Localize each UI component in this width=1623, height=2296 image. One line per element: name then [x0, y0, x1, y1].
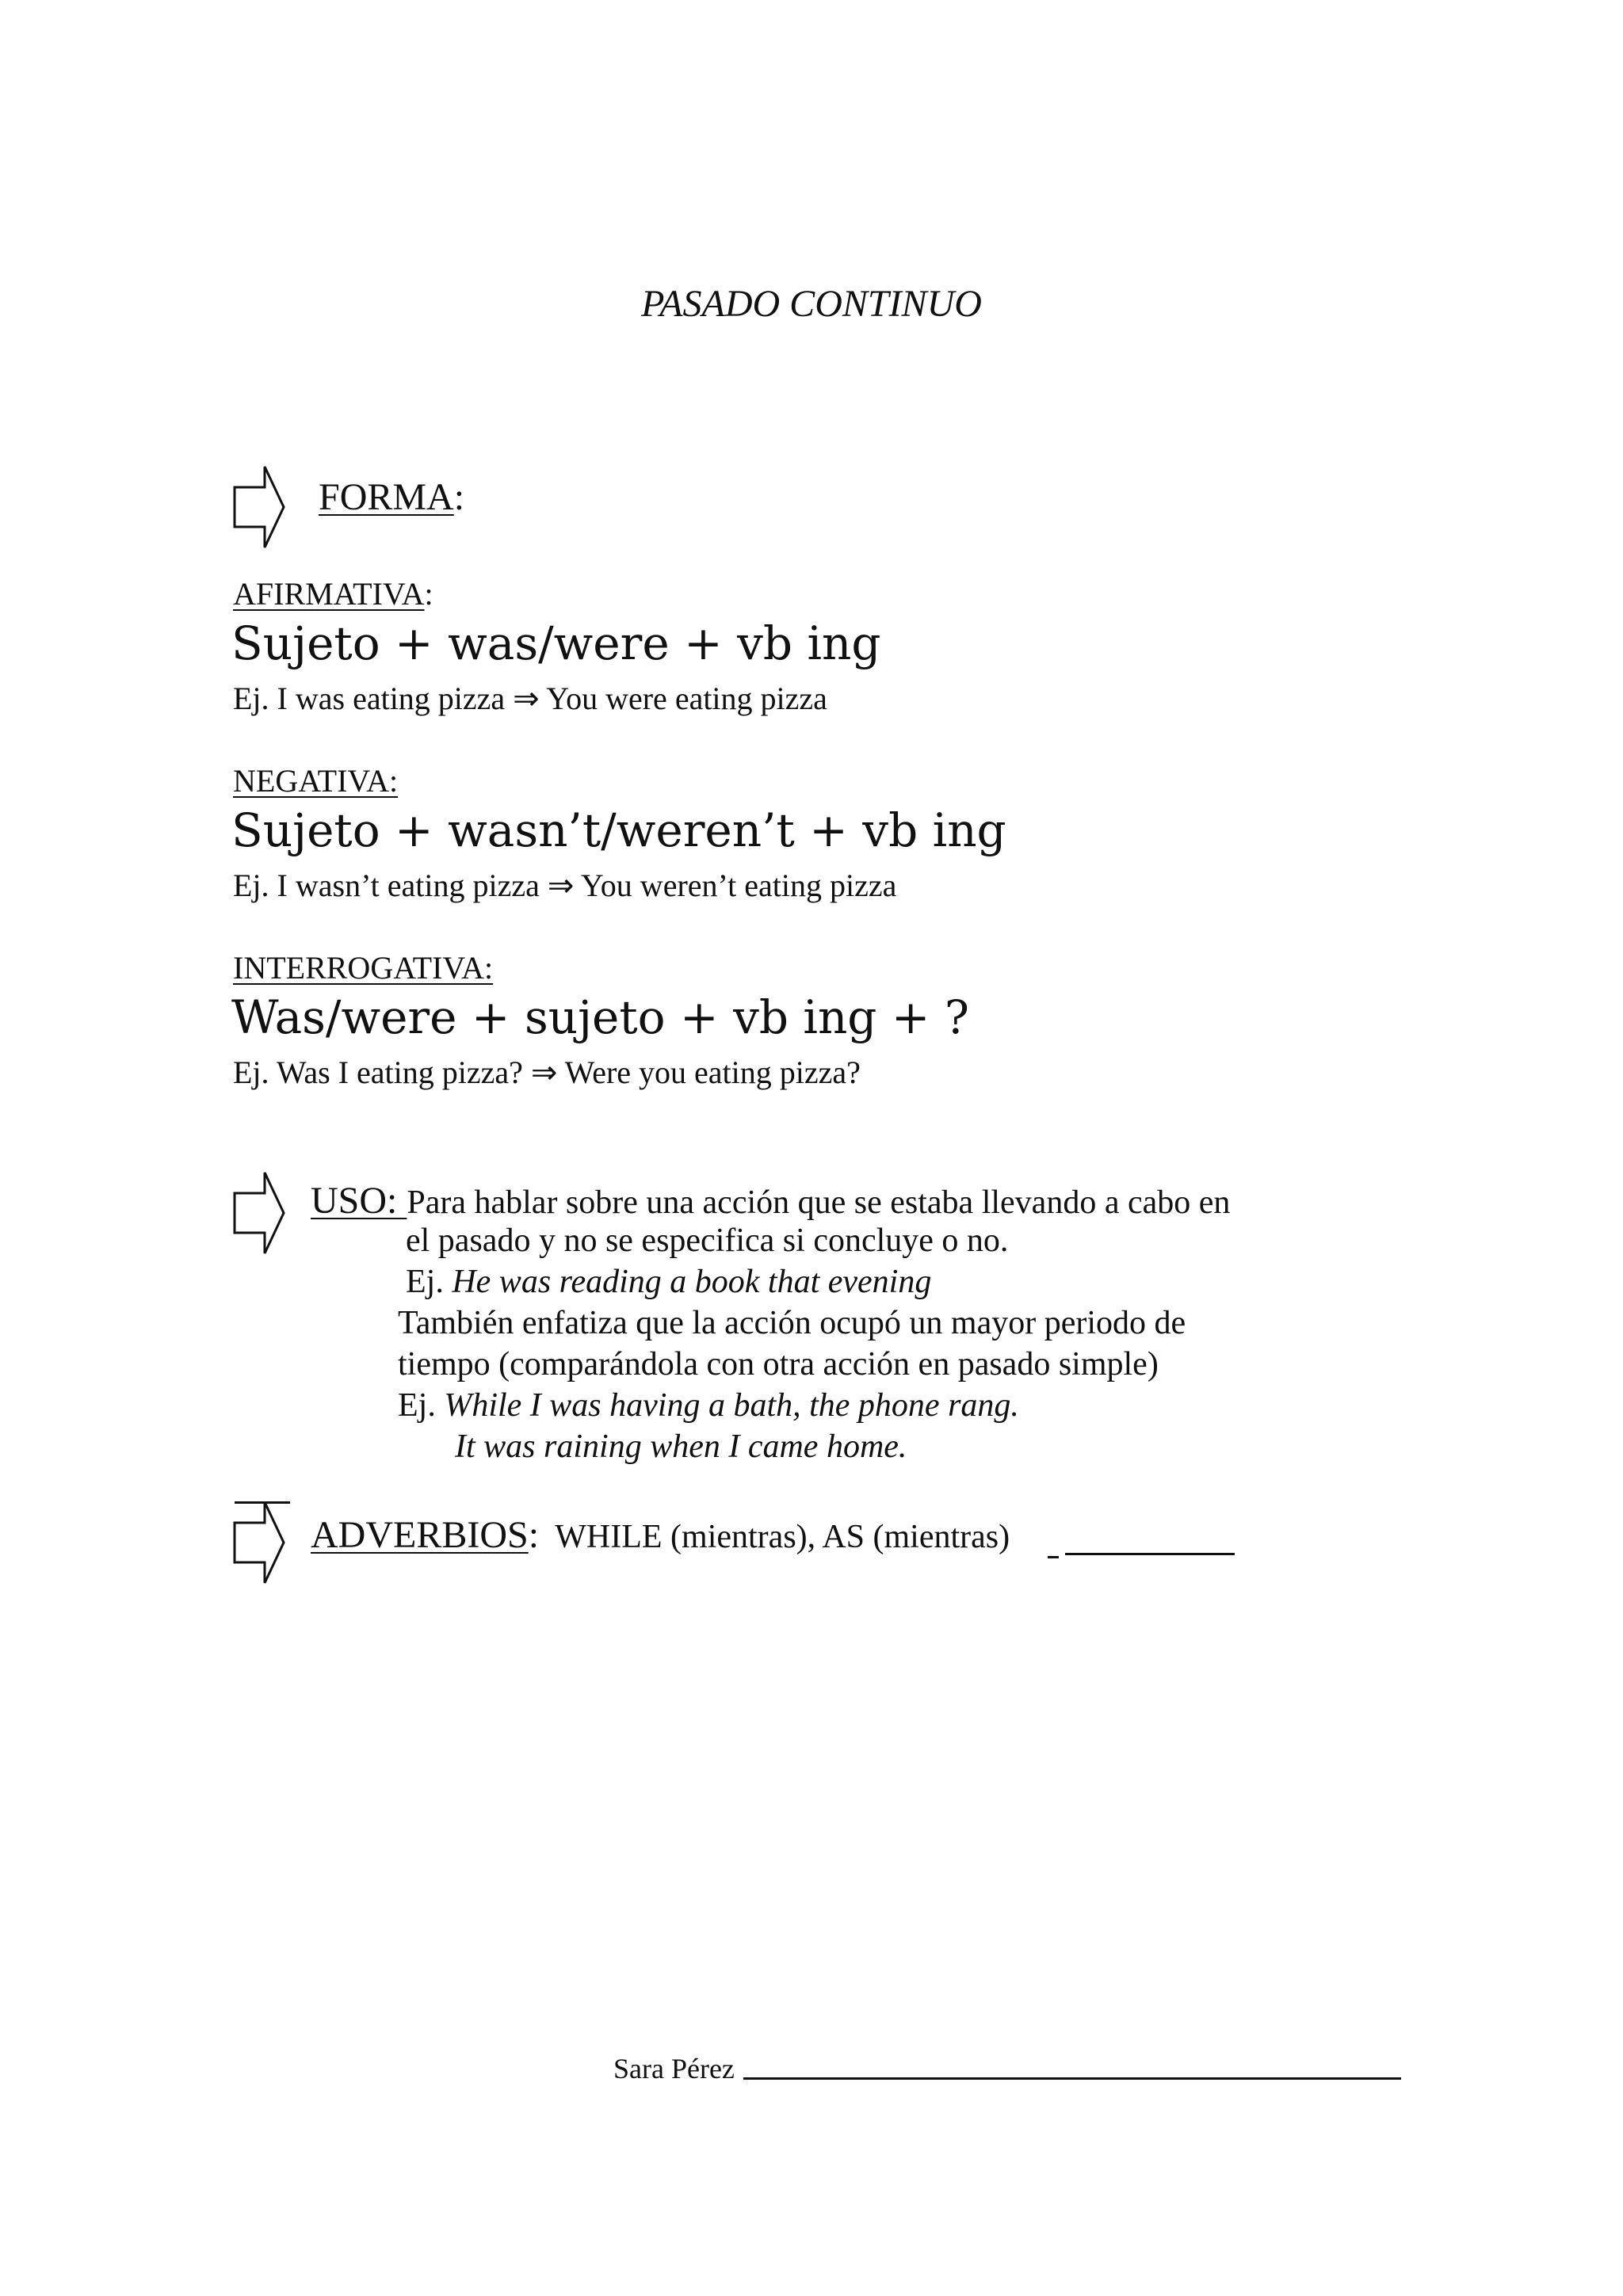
uso-label: USO: [311, 1180, 407, 1222]
adverbios-line [311, 1513, 1010, 1557]
adverbios-colon: : [528, 1514, 540, 1556]
interrogativa-example: Ej. Was I eating pizza? ⇒ Were you eating pizza? [233, 1055, 861, 1090]
page-title: PASADO CONTINUO [641, 283, 982, 325]
interrogativa-label: INTERROGATIVA: [233, 950, 494, 986]
uso-example-2-prefix: Ej. [398, 1387, 445, 1424]
adverbios-text: WHILE (mientras), AS (mientras) [555, 1519, 1010, 1555]
uso-example-1-prefix: Ej. [406, 1264, 453, 1300]
adverbios-short-rule [1048, 1556, 1059, 1558]
negativa-label: NEGATIVA: [233, 763, 399, 799]
uso-example-1-text: He was reading a book that evening [452, 1264, 932, 1300]
negativa-example: Ej. I wasn’t eating pizza ⇒ You weren’t eating pizza [233, 868, 897, 903]
uso-line-4: tiempo (comparándola con otra acción en pasado simple) [398, 1346, 1159, 1383]
uso-example-3: It was raining when I came home. [455, 1428, 907, 1465]
afirmativa-formula: Sujeto + was/were + vb ing [231, 616, 881, 670]
forma-heading [319, 475, 464, 519]
uso-line-3: También enfatiza que la acción ocupó un mayor periodo de [398, 1305, 1186, 1341]
afirmativa-example: Ej. I was eating pizza ⇒ You were eating pizza [233, 681, 827, 716]
forma-colon: : [453, 476, 465, 518]
afirmativa-colon: : [424, 576, 433, 612]
uso-example-2-text: While I was having a bath, the phone rang. [444, 1387, 1019, 1424]
uso-example-2 [398, 1386, 1019, 1425]
right-arrow-icon [231, 1499, 287, 1586]
right-arrow-icon [231, 1169, 287, 1257]
right-arrow-icon [231, 463, 287, 551]
uso-line-2: el pasado y no se especifica si concluye o no. [406, 1222, 1009, 1259]
adverbios-fill-rule [1065, 1553, 1235, 1555]
forma-label: FORMA [319, 476, 454, 518]
uso-example-1 [406, 1263, 931, 1301]
adverbios-label: ADVERBIOS [311, 1514, 529, 1556]
footer-author: Sara Pérez [613, 2053, 735, 2084]
interrogativa-formula: Was/were + sujeto + vb ing + ? [231, 990, 970, 1044]
negativa-formula: Sujeto + wasn’t/weren’t + vb ing [231, 803, 1006, 857]
uso-line-1 [311, 1179, 1230, 1222]
footer-rule [743, 2077, 1401, 2080]
afirmativa-heading [233, 575, 433, 612]
uso-text-1: Para hablar sobre una acción que se estaba llevando a cabo en [407, 1184, 1231, 1221]
afirmativa-label: AFIRMATIVA [233, 576, 425, 612]
